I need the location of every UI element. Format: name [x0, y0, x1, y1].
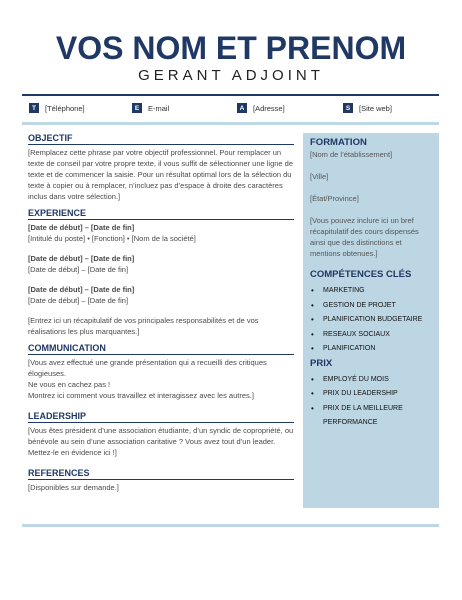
contact-website-label: [Site web]	[359, 103, 392, 113]
job-dates: [Date de début] – [Date de fin]	[28, 254, 135, 263]
contact-phone-label: [Téléphone]	[45, 103, 85, 113]
list-item: • RESEAUX SOCIAUX	[310, 328, 432, 343]
list-item: • PLANIFICATION BUDGETAIRE	[310, 313, 432, 328]
list-item: • GESTION DE PROJET	[310, 299, 432, 314]
resume-name: VOS NOM ET PRENOM	[55, 30, 407, 66]
header-divider	[22, 94, 439, 96]
school-name: [Nom de l’établissement]	[310, 150, 393, 159]
list-item: • MARKETING	[310, 284, 432, 299]
leadership-heading: LEADERSHIP	[28, 411, 294, 423]
objective-heading: OBJECTIF	[28, 133, 294, 145]
experience-summary: [Entrez ici un récapitulatif de vos principales responsabilités et de vos réalisations les plus marquantes.]	[28, 316, 259, 336]
awards-list	[310, 373, 432, 431]
formation-summary: [Vous pouvez inclure ici un bref récapitulatif des cours dispensés ainsi que des distinctions et mentions obtenues.]	[310, 216, 419, 258]
references-heading: REFERENCES	[28, 468, 294, 480]
email-icon: E	[132, 103, 142, 113]
contact-email	[132, 103, 169, 113]
contact-divider	[22, 122, 439, 125]
leadership-text: [Vous êtes président d’une association étudiante, d’un syndic de copropriété, ou bénévole au sein d’une association caritative ? Vous avez tout d’un leader. Mettez-le en évidence ici !]	[28, 426, 294, 457]
communication-line: Ne vous en cachez pas !	[28, 380, 111, 389]
job-detail: [Intitulé du poste] • [Fonction] • [Nom de la société]	[28, 234, 196, 243]
awards-heading: PRIX	[310, 357, 333, 369]
phone-icon: T	[29, 103, 39, 113]
contact-email-label: E-mail	[148, 103, 170, 113]
list-item: • PRIX DE LA MEILLEURE PERFORMANCE	[310, 402, 432, 431]
list-item: • PRIX DU LEADERSHIP	[310, 387, 432, 402]
skills-list	[310, 284, 432, 357]
contact-bar	[22, 103, 439, 115]
communication-line: [Vous avez effectué une grande présentation qui a recueilli des critiques élogieuses.	[28, 358, 267, 378]
experience-heading: EXPERIENCE	[28, 208, 294, 220]
skills-heading: COMPÉTENCES CLÉS	[310, 269, 412, 280]
objective-text: [Remplacez cette phrase par votre objectif professionnel. Pour remplacer un texte de conseil par votre propre texte, il vous suffit de sélectionner une ligne de texte et de commencer la saisie. Pour un résultat optimal lors de la sélection du texte à copier ou à remplacer, n’incluez pas d’espace à droite des caractères inclus dans votre sélection.]	[28, 148, 294, 201]
website-icon: S	[343, 103, 353, 113]
main-column	[28, 133, 294, 493]
formation-heading: FORMATION	[310, 137, 367, 148]
communication-heading: COMMUNICATION	[28, 343, 294, 355]
job-detail: [Date de début] – [Date de fin]	[28, 265, 129, 274]
references-text: [Disponibles sur demande.]	[28, 483, 119, 492]
address-icon: A	[237, 103, 247, 113]
footer-divider	[22, 524, 439, 527]
sidebar	[303, 133, 439, 508]
contact-phone	[29, 103, 85, 113]
school-state: [État/Province]	[310, 194, 359, 203]
contact-address-label: [Adresse]	[253, 103, 285, 113]
job-dates: [Date de début] – [Date de fin]	[28, 285, 135, 294]
contact-address	[237, 103, 285, 113]
contact-website	[343, 103, 392, 113]
job-dates: [Date de début] – [Date de fin]	[28, 223, 135, 232]
school-city: [Ville]	[310, 172, 329, 181]
list-item: • PLANIFICATION	[310, 342, 432, 357]
list-item: • EMPLOYÉ DU MOIS	[310, 373, 432, 388]
job-detail: [Date de début] – [Date de fin]	[28, 296, 129, 305]
communication-line: Montrez ici comment vous travaillez et interagissez avec les autres.]	[28, 391, 254, 400]
resume-job-title: GERANT ADJOINT	[138, 67, 324, 84]
